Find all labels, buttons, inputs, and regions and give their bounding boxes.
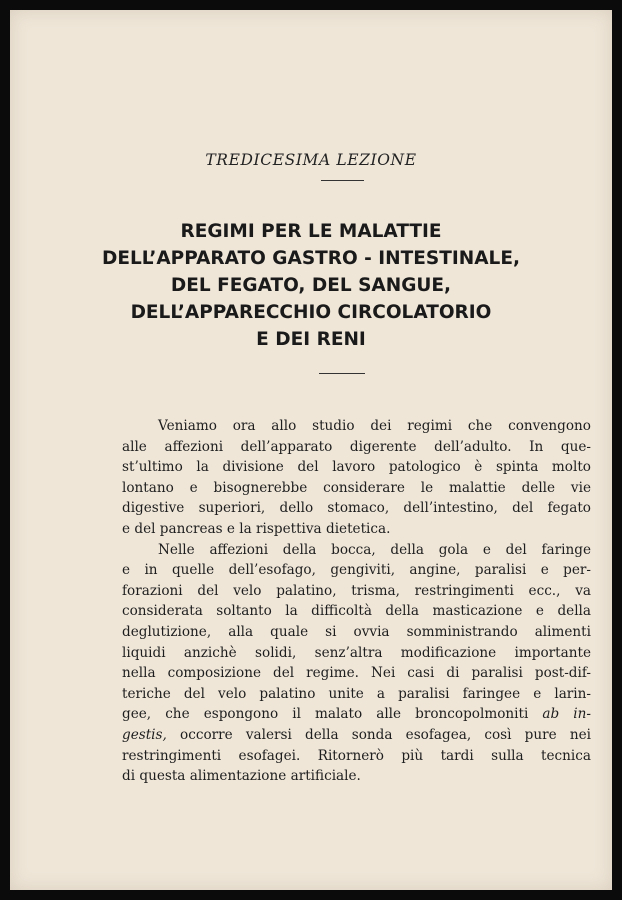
book-page bbox=[10, 10, 612, 890]
text-line: teriche del velo palatino unite a paralisi faringee e larin- bbox=[122, 685, 591, 702]
divider-bottom bbox=[319, 373, 365, 374]
text-line: Veniamo ora allo studio dei regimi che convengono bbox=[158, 418, 591, 434]
text-line: deglutizione, alla quale si ovvia somministrando alimenti bbox=[122, 623, 591, 640]
italic-phrase: ab in- bbox=[542, 706, 591, 723]
text-line bbox=[122, 725, 591, 746]
title-line: E DEI RENI bbox=[256, 329, 366, 350]
text-line: liquidi anzichè solidi, senz’altra modificazione importante bbox=[122, 644, 591, 661]
text-line: considerata soltanto la difficoltà della masticazione e della bbox=[122, 603, 591, 620]
text-line: di questa alimentazione artificiale. bbox=[122, 768, 361, 785]
text-segment: occorre valersi della sonda esofagea, così pure nei bbox=[180, 726, 591, 743]
body-text bbox=[122, 416, 591, 787]
text-line: lontano e bisognerebbe considerare le malattie delle vie bbox=[122, 479, 591, 496]
title-line: DELL’APPARECCHIO CIRCOLATORIO bbox=[130, 302, 492, 323]
text-line: forazioni del velo palatino, trisma, restringimenti ecc., va bbox=[122, 582, 591, 599]
text-line: st’ultimo la divisione del lavoro patologico è spinta molto bbox=[122, 459, 591, 476]
text-line: e del pancreas e la rispettiva dietetica. bbox=[122, 520, 391, 537]
lesson-heading: TREDICESIMA LEZIONE bbox=[205, 151, 417, 169]
text-line bbox=[122, 704, 591, 725]
text-line: e in quelle dell’esofago, gengiviti, angine, paralisi e per- bbox=[122, 562, 591, 579]
text-line: digestive superiori, dello stomaco, dell’intestino, del fegato bbox=[122, 500, 591, 517]
title-line: REGIMI PER LE MALATTIE bbox=[180, 221, 442, 242]
title-line: DELL’APPARATO GASTRO - INTESTINALE, bbox=[102, 248, 520, 269]
text-segment: gee, che espongono il malato alle broncopolmoniti bbox=[122, 706, 529, 723]
italic-phrase: gestis, bbox=[122, 726, 167, 743]
text-line: alle affezioni dell’apparato digerente dell’adulto. In que- bbox=[122, 438, 591, 455]
text-line: restringimenti esofagei. Ritornerò più tardi sulla tecnica bbox=[122, 747, 591, 764]
text-line: Nelle affezioni della bocca, della gola e del faringe bbox=[158, 541, 591, 558]
chapter-title bbox=[10, 218, 612, 353]
divider-top bbox=[321, 180, 364, 181]
text-line: nella composizione del regime. Nei casi di paralisi post-dif- bbox=[122, 665, 591, 682]
title-line: DEL FEGATO, DEL SANGUE, bbox=[170, 275, 452, 296]
